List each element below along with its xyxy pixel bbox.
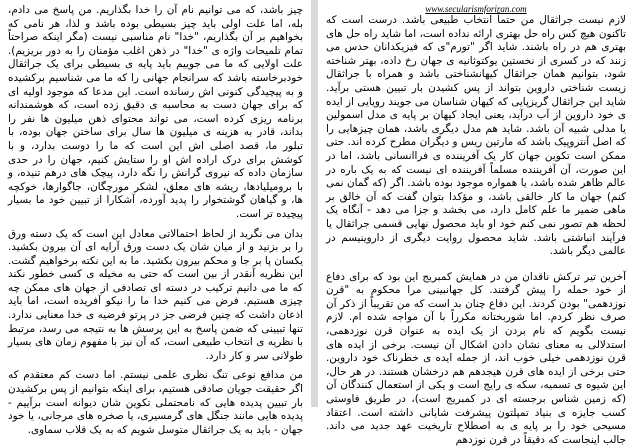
right-page bbox=[318, 0, 632, 446]
left-paragraph-2: بدان می نگرید از لحاظ احتمالاتی معادل این است که یک دسته ورق را بر بزنید و از میان شان یک دست ورق آرایه ای آن بیرون بکشید. یکسان پا بر جا و محکم بیرون بکشید. ما به این نکته برخواهیم گشت. این نظریه آنقدر از بین است که حتی به مخیله ی کسی خطور نکند که ما می دانیم ترکیب در دسته ای تصادفی از جهان های ممکن چه چیزی هستیم. فرض می کنیم خدا ما را نیکو آفریده است، اما باید اذعان داشت که چنین فرضی جز در پرتو فرضیه ی خدا معنایی ندارد. تنها تبیینی که ضمن پاسخ به این پرسش ها به نتیجه می رسد، مرتبط با نظریه ی انتخاب طبیعی است، که آن نیز با مفهوم زمان های بسیار طولانی سر و کار دارد. bbox=[8, 227, 303, 362]
right-paragraph-2: آخرین تیر ترکش ناقدان من در همایش کمبریج این بود که برای دفاع از خود حمله را پیش گرفتند. کل جهانبینی مرا محکوم به "قرن نوزدهمی" بودن کردند. این دفاع چنان بد است که من تقریباً از ذکر آن صرف نظر کردم. اما شوربختانه مکرراً با آن مواجه شده ام. لازم نیست بگویم که نام بردن از یک ایده به عنوان قرن نوزدهمی، استدلالی به معنای نشان دادن اشکال آن نیست. برخی از ایده های قرن نوزدهمی خیلی خوب اند، از جمله ایده ی خطرناک خود داروین. حتی برخی از ایده های قرن هیجدهم هم درخشان هستند. در هر حال، این شیوه ی تسمیه، سکه ی رایج است و یکی از استعمال کنندگان آن (که زمین شناس برجسته ای در کمبریج است)، در طریق فاوستی کسب جایزه ی بنیاد تمپلتون پیشرفت شایانی داشته است. اعتقاد مسیحی خود را بر پایه ی به اصطلاح تاریخیت عهد جدید می داند. جالب اینجاست که دقیقاً در قرن نوزدهم bbox=[326, 270, 626, 446]
site-url-header[interactable]: www.secularismforiran.com bbox=[425, 4, 527, 14]
right-paragraph-1: لازم نیست جراثقال من حتماً انتخاب طبیعی باشد. درست است که تاکنون هیچ کس راه حل بهتری ارائه نداده است، اما شاید راه حل های بهتری هم در راه باشند. شاید اگر "تورم"ی که فیزیکدانان حدس می زنند که در کسری از نخستین یوکتوثانیه ی جهان رخ داده، بهتر شناخته شود، بتوانیم همان جراثقال کیهانشناختی باشد و همراه با جراثقال زیست شناختی داروین بتواند از پس کشیدن بار تبیین هستی برآید. شاید این جراثقال گریزپایی که کیهان شناسان می جویند رویایی از ایده ی خود داروین از آب درآید، یعنی ایجاد کیهان بر پایه ی مدل اسمولین یا مدلی شبیه آن باشد. شاید هم مدل دیگری باشد، همان چیزهایی را که اصل آنتروپیک باشد که مارتین ریس و دیگران مطرح کرده اند. حتی ممکن است تکوین جهان کار یک آفریننده ی فراانسانی باشد، اما در این صورت، آن آفریننده مسلماً آفریننده ای نیست که به یک باره در عالم ظاهر شده باشد، یا همواره موجود بوده باشد. اگر (که گمان نمی کنم) جهان ما کار خالقی باشد، و مؤکدا بتوان گفت که آن خالق بر ماهی ضمیر ما علم کامل دارد، می بخشد و جزا می دهد - آنگاه یک لحظه هم تصور نمی کنم خود او باید محصول نهایی قسمی جراثقال یا فرآیند انباشتی باشد. شاید محصول روایت دیگری از داروینیسم در عالمی دیگر باشد. bbox=[326, 14, 626, 258]
left-paragraph-1: چیز باشد، که می توانیم نام آن را خدا بگذاریم. من پاسخ می دادم، بله، اما علت اولی باید چیز بسیطی بوده باشد و لذا، هر نامی که بخواهیم بر آن بگذاریم، "خدا" نام مناسبی نیست (مگر اینکه صراحتاً تمام تلمیحات واژه ی "خدا" در ذهن اغلب مؤمنان را به دور بریزیم). علت اولایی که ما می جوییم باید پایه ی بسیطی برای یک جراثقال خودبرخاسته باشد که سرانجام جهانی را که ما می شناسیم برکشیده و به پیچیدگی کنونی اش رسانده است. این مدعا که موجود اولیه ای که برای جهان دست به محاسبه ی دقیق زده است، که هوشمندانه برنامه ریزی کرده است، می تواند محتوای ذهن میلیون ها نفر را بداند، قادر به هزینه ی میلیون ها سال برای ساختن جهان بوده، با تبلور ما، قصد اصلی اش این است که ما را دوست بدارد، و با کوشش برای درک اراده اش او را ستایش کنیم، جهان را در حدی سازمان داده که نیروی گرانش را نگه دارد، پیچک های درهم تنیده، و با برومیلیادها، ریشه های معلق، لشکر مورچگان، جاگوارها، خوکچه ها، و گیاهان گوشتخوار را پدید آورده، آشکارا از تبیین خود ما بسیار پیچیده تر است. bbox=[8, 4, 303, 220]
page-gutter bbox=[311, 0, 318, 407]
left-page bbox=[0, 0, 311, 436]
left-paragraph-3: من مدافع نوعی تنگ نظری علمی نیستم. اما دست کم معتقدم که اگر حقیقت جویان صادقی هستیم، برای اینکه بتوانیم از پس برکشیدن بار تبیین پدیده هایی که نامحتملی تکوین شان دیوانه است برآییم - پدیده هایی مانند جنگل های گرمسیری، یا صخره های مرجانی، یا خود جهان - باید به یک جراثقال متوسل شویم که به یک قلاب سماوی. bbox=[8, 369, 303, 436]
